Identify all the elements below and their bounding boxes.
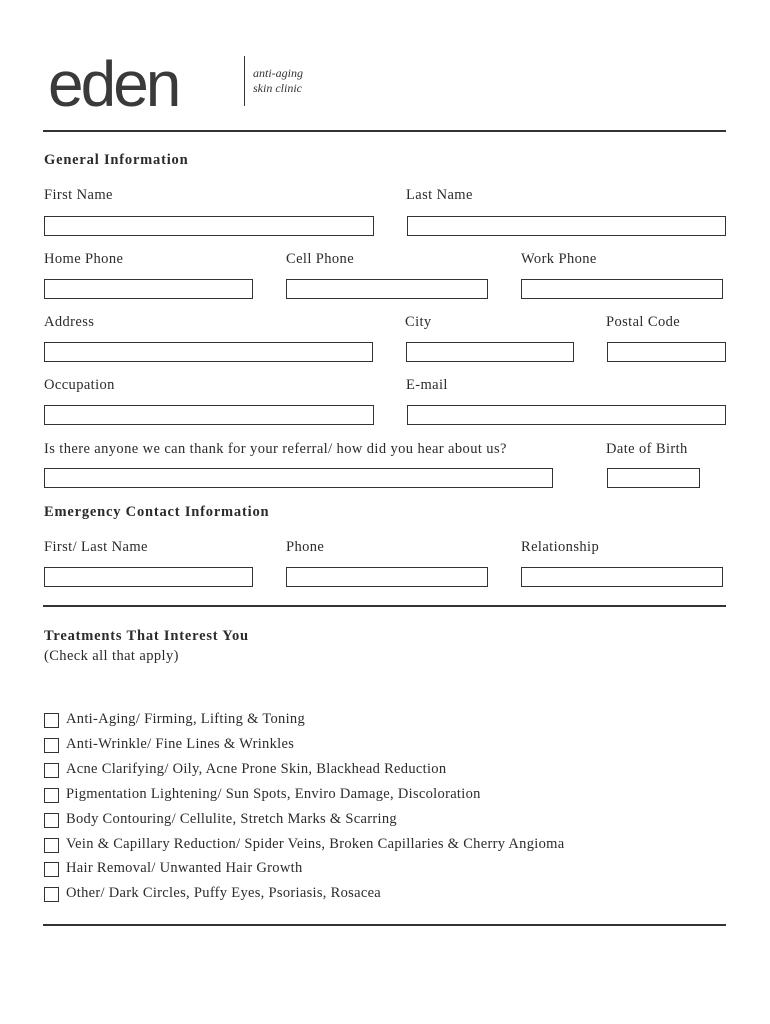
treatment-label-anti-aging: Anti-Aging/ Firming, Lifting & Toning — [66, 711, 306, 727]
referral-label: Is there anyone we can thank for your referral/ how did you hear about us? — [44, 441, 507, 457]
home-phone-field[interactable] — [44, 279, 253, 299]
logo-tagline-line-2: skin clinic — [253, 81, 302, 95]
cell-phone-label: Cell Phone — [286, 251, 355, 267]
emergency-contact-heading: Emergency Contact Information — [44, 504, 270, 520]
emergency-phone-label: Phone — [286, 539, 325, 555]
work-phone-label: Work Phone — [521, 251, 597, 267]
postal-code-field[interactable] — [607, 342, 726, 362]
emergency-name-field[interactable] — [44, 567, 253, 587]
section-divider — [43, 605, 726, 607]
logo-wordmark: eden — [48, 48, 179, 120]
relationship-label: Relationship — [521, 539, 600, 555]
treatment-label-pigmentation: Pigmentation Lightening/ Sun Spots, Enviro Damage, Discoloration — [66, 786, 481, 802]
date-of-birth-label: Date of Birth — [606, 441, 688, 457]
treatment-checkbox-pigmentation[interactable] — [44, 788, 59, 803]
work-phone-field[interactable] — [521, 279, 723, 299]
occupation-field[interactable] — [44, 405, 374, 425]
first-name-label: First Name — [44, 187, 113, 203]
address-field[interactable] — [44, 342, 373, 362]
treatment-label-acne: Acne Clarifying/ Oily, Acne Prone Skin, Blackhead Reduction — [66, 761, 447, 777]
cell-phone-field[interactable] — [286, 279, 488, 299]
last-name-label: Last Name — [406, 187, 473, 203]
email-label: E-mail — [406, 377, 448, 393]
treatment-checkbox-other[interactable] — [44, 887, 59, 902]
treatments-heading: Treatments That Interest You — [44, 628, 249, 644]
treatment-checkbox-anti-aging[interactable] — [44, 713, 59, 728]
logo-tagline — [253, 66, 303, 96]
first-name-field[interactable] — [44, 216, 374, 236]
treatment-label-other: Other/ Dark Circles, Puffy Eyes, Psoriasis, Rosacea — [66, 885, 382, 901]
city-field[interactable] — [406, 342, 574, 362]
bottom-divider — [43, 924, 726, 926]
treatment-checkbox-acne[interactable] — [44, 763, 59, 778]
city-label: City — [405, 314, 432, 330]
last-name-field[interactable] — [407, 216, 726, 236]
emergency-phone-field[interactable] — [286, 567, 488, 587]
general-information-heading: General Information — [44, 152, 189, 168]
treatment-label-vein-capillary: Vein & Capillary Reduction/ Spider Veins, Broken Capillaries & Cherry Angioma — [66, 836, 565, 852]
relationship-field[interactable] — [521, 567, 723, 587]
treatment-label-hair-removal: Hair Removal/ Unwanted Hair Growth — [66, 860, 303, 876]
home-phone-label: Home Phone — [44, 251, 124, 267]
treatment-label-body-contouring: Body Contouring/ Cellulite, Stretch Marks & Scarring — [66, 811, 397, 827]
date-of-birth-field[interactable] — [607, 468, 700, 488]
treatment-checkbox-vein-capillary[interactable] — [44, 838, 59, 853]
postal-code-label: Postal Code — [606, 314, 681, 330]
treatments-subheading: (Check all that apply) — [44, 648, 179, 664]
treatment-checkbox-body-contouring[interactable] — [44, 813, 59, 828]
occupation-label: Occupation — [44, 377, 115, 393]
referral-field[interactable] — [44, 468, 553, 488]
logo-tagline-line-1: anti-aging — [253, 66, 303, 80]
treatment-label-anti-wrinkle: Anti-Wrinkle/ Fine Lines & Wrinkles — [66, 736, 295, 752]
logo-divider — [244, 56, 245, 106]
address-label: Address — [44, 314, 95, 330]
treatment-checkbox-anti-wrinkle[interactable] — [44, 738, 59, 753]
emergency-name-label: First/ Last Name — [44, 539, 148, 555]
email-field[interactable] — [407, 405, 726, 425]
treatment-checkbox-hair-removal[interactable] — [44, 862, 59, 877]
top-divider — [43, 130, 726, 132]
